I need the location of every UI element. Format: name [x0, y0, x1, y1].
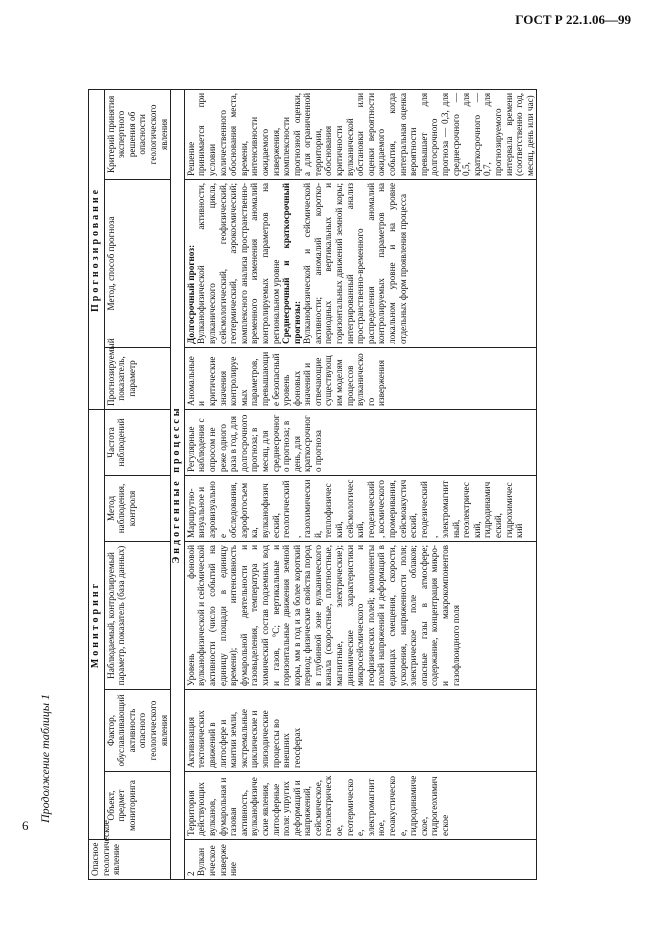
table-row	[184, 89, 537, 879]
cell-method: Маршрутно-визуальное и аэровизуальное обследования, аэрофотосъемка, вулканофизический, геологический, газохимический, теплофизический, сейсмологический, геодезический, космического промеривания, сейсмоакустический, геодезический, электромагнитный, геоэлектрический, гидродинамический, гидрохимический	[184, 476, 537, 542]
long-term-forecast-title: Долгосрочный прогноз:	[185, 244, 196, 344]
col-header-parameter: Наблюдаемый, контролируемый параметр, показатель (база данных)	[104, 542, 171, 690]
cell-forecast-method	[184, 179, 537, 347]
long-term-forecast-text: Вулканофизической активности, вулканического цикла, сейсмологический, геофизический, геотермический, аэрокосмический; комплексного анализа пространственно-временного изменения аномалий контролируемых параметров на региональном уровне	[196, 182, 281, 344]
col-header-object: Объект, предмет мониторинга	[104, 772, 171, 840]
col-header-forecast-method: Метод, способ прогноза	[104, 179, 171, 347]
cell-factor: Активизация тектонических движений в литосфере и мантии земли, экстремальные циклические и эпизодические процессы во внешних геосферах	[184, 690, 537, 772]
cell-forecast-param: Аномальные и критические значения контролируемых параметров, превышающие безопасный уровень фоновых значений и отвечающие существующим моделям процессов вулканического извержения	[184, 347, 537, 409]
col-header-criterion: Критерий принятия экспертного решения об опасности геологического явления	[104, 89, 171, 179]
cell-object: Территория действующих вулканов, фумарольная и газовая активность, вулканофизические явления, литосферные поля: упругих деформаций и напряжений, сейсмическое, геоэлектрическое, геотермическое, электромагнитное, геоакустическое, гидродинамическое, гидрогеохимическое	[184, 772, 537, 840]
cell-frequency: Регулярные наблюдения с опросом не реже одного раза в год, для долгосрочного прогноза; в месяц, для среднесрочного прогноза; в день, для краткосрочного прогноза	[184, 409, 537, 475]
col-header-factor: Фактор, обуславливающий активность опасного геологического явления	[104, 690, 171, 772]
col-header-phenomenon: Опасное геологическое явление	[89, 840, 171, 880]
col-header-forecast-param: Прогнозируемый показатель, параметр	[104, 347, 171, 409]
col-header-method: Метод наблюдения, контроля	[104, 476, 171, 542]
cell-criterion: Решение принимается при условии количественного обоснования места, времени, интенсивности ожидаемого извержения, комплексности прогнозной оценки, а для ограниченной территории, обоснования критичности вулканической обстановки или оценки вероятности ожидаемого события, когда интегральная оценка вероятности превышает для долгосрочного прогноза — 0,3, для среднесрочного — 0,5, для краткосрочного — 0,7, для прогнозируемого интервала времени (соответственно год, месяц, день или час)	[184, 89, 537, 179]
document-code: ГОСТ Р 22.1.06—99	[515, 12, 631, 27]
rotated-table-container	[88, 89, 537, 880]
page-number: 6	[22, 818, 29, 833]
short-term-forecast-title: Среднесрочный и краткосрочный прогнозы:	[281, 182, 302, 344]
group-header-monitoring: Мониторинг	[89, 409, 105, 839]
col-header-frequency: Частота наблюдений	[104, 409, 171, 475]
section-header: Эндогенные процессы	[171, 89, 185, 879]
short-term-forecast-text: Вулканофизической и сейсмической активности; аномалий коротко-периодных вертикальных и горизонтальных движений земной коры; интегрированный анализ пространственно-временного распределения аномалий контролируемых параметров на локальном уровне и на уровне отдельных форм проявления процесса	[302, 182, 408, 344]
cell-parameter: Уровень фоновой вулканофизической и сейсмической активности (число событий на единицу площади в единицу времени); интенсивность фумарольной деятельности и газовыделения, температура и химический состав подземных вод и газов, °С; вертикальные и горизонтальные движения земной коры, мм в год и за более короткий период; физические свойства пород в глубинной зоне вулканического канала (скоростные, плотностные, магнитные, электрические); динамические характеристики микросейсмического и геофизических полей; компоненты полей напряжений и деформаций в единицах смещения, скорости, ускорения, напряженности поля; электрическое поле облаков; опасные газы в атмосфере; содержание, концентрация микро- и макрокомпонентов газофлюидного поля	[184, 542, 537, 690]
table-continuation-caption: Продолжение таблицы 1	[38, 693, 52, 823]
hazard-table	[88, 89, 537, 880]
group-header-forecasting: Прогнозирование	[89, 89, 105, 409]
cell-phenomenon: 2 Вулканическое извержение	[184, 840, 537, 880]
